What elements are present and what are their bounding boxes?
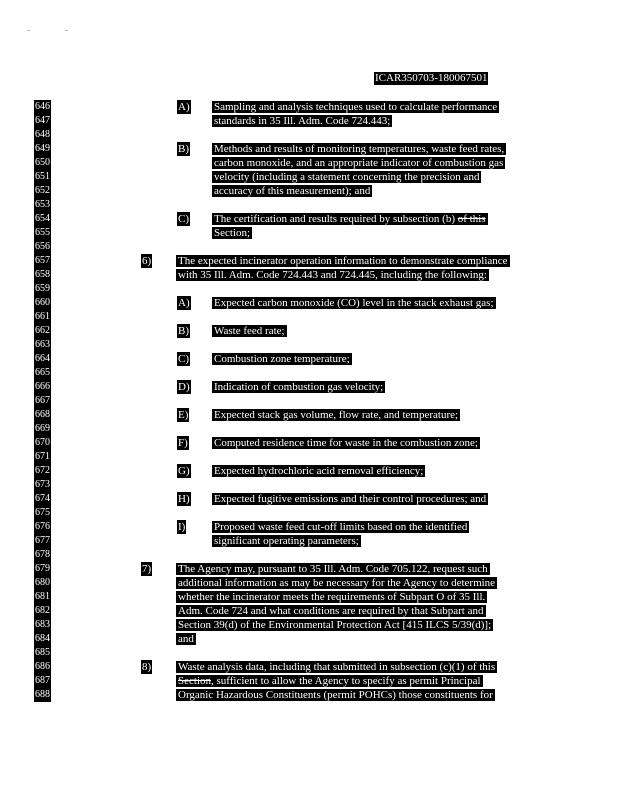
text-line: additional information as may be necessary for the Agency to determine	[178, 577, 496, 589]
item-text	[212, 380, 385, 394]
text-line: Expected carbon monoxide (CO) level in the stack exhaust gas;	[214, 297, 494, 309]
item-text	[212, 212, 488, 240]
text-line: Expected hydrochloric acid removal efficiency;	[214, 465, 424, 477]
line-number: 655	[35, 227, 50, 238]
item-text	[212, 324, 287, 338]
line-number: 678	[35, 549, 50, 560]
text-line: accuracy of this measurement); and	[214, 185, 371, 197]
line-number: 659	[35, 283, 50, 294]
line-number: 684	[35, 633, 50, 644]
item-text	[176, 562, 497, 646]
item-label: B)	[178, 325, 189, 337]
line-number: 649	[35, 143, 50, 154]
item-text	[176, 254, 510, 282]
line-number: 650	[35, 157, 50, 168]
text-line: standards in 35 Ill. Adm. Code 724.443;	[214, 115, 391, 127]
text-line: Methods and results of monitoring temperatures, waste feed rates,	[214, 143, 505, 155]
item-text	[212, 436, 480, 450]
line-number: 677	[35, 535, 50, 546]
line-number: 680	[35, 577, 50, 588]
line-number: 647	[35, 115, 50, 126]
line-number: 669	[35, 423, 50, 434]
item-label: F)	[178, 437, 188, 449]
line-number: 670	[35, 437, 50, 448]
text-line: Waste analysis data, including that submitted in subsection (c)(1) of this	[178, 661, 496, 673]
line-number: 658	[35, 269, 50, 280]
item-label: B)	[178, 143, 189, 155]
struck-text: Section	[178, 675, 211, 687]
text-line: Waste feed rate;	[214, 325, 285, 337]
text-line: The Agency may, pursuant to 35 Ill. Adm. Code 705.122, request such	[178, 563, 488, 575]
line-number: 679	[35, 563, 50, 574]
item-label: A)	[178, 297, 190, 309]
text-line: Combustion zone temperature;	[214, 353, 350, 365]
line-number: 687	[35, 675, 50, 686]
text-line: Organic Hazardous Constituents (permit POHCs) those constituents for	[178, 689, 493, 701]
line-number: 683	[35, 619, 50, 630]
line-number: 656	[35, 241, 50, 252]
line-number: 664	[35, 353, 50, 364]
item-label: C)	[178, 353, 189, 365]
item-text	[212, 352, 352, 366]
line-number: 682	[35, 605, 50, 616]
line-number: 686	[35, 661, 50, 672]
line-number: 648	[35, 129, 50, 140]
item-text	[176, 660, 497, 702]
line-number: 657	[35, 255, 50, 266]
struck-text: of this	[457, 213, 486, 225]
text-line: whether the incinerator meets the requirements of Subpart O of 35 Ill.	[178, 591, 486, 603]
line-number: 666	[35, 381, 50, 392]
line-number: 681	[35, 591, 50, 602]
line-number: 673	[35, 479, 50, 490]
scan-speck	[65, 30, 68, 31]
line-number: 665	[35, 367, 50, 378]
text-line: Indication of combustion gas velocity;	[214, 381, 384, 393]
text-line: with 35 Ill. Adm. Code 724.443 and 724.445, including the following:	[178, 269, 487, 281]
line-number: 651	[35, 171, 50, 182]
item-label: E)	[178, 409, 189, 421]
item-label: A)	[178, 101, 190, 113]
text-line	[212, 213, 488, 225]
scan-speck	[27, 30, 30, 31]
line-number: 663	[35, 339, 50, 350]
text-line: and	[178, 633, 194, 645]
line-number: 661	[35, 311, 50, 322]
line-number: 660	[35, 297, 50, 308]
text-line: carbon monoxide, and an appropriate indicator of combustion gas	[214, 157, 504, 169]
text-line: significant operating parameters;	[214, 535, 359, 547]
item-label: D)	[178, 381, 190, 393]
line-number: 652	[35, 185, 50, 196]
item-label: G)	[178, 465, 190, 477]
line-number: 672	[35, 465, 50, 476]
item-label: 7)	[142, 563, 152, 575]
text-line: Adm. Code 724 and what conditions are required by that Subpart and	[178, 605, 484, 617]
item-text	[212, 408, 460, 422]
item-text	[212, 142, 506, 198]
line-number: 671	[35, 451, 50, 462]
text-segment: The certification and results required by subsection (b)	[214, 213, 456, 225]
item-label: 6)	[142, 255, 152, 267]
item-label: I)	[178, 521, 186, 533]
line-number: 662	[35, 325, 50, 336]
item-text	[212, 492, 488, 506]
line-number: 685	[35, 647, 50, 658]
line-number: 653	[35, 199, 50, 210]
line-number: 668	[35, 409, 50, 420]
text-line: Section 39(d) of the Environmental Protection Act [415 ILCS 5/39(d)];	[178, 619, 492, 631]
text-line: Sampling and analysis techniques used to calculate performance	[214, 101, 498, 113]
line-number: 688	[35, 689, 50, 700]
text-segment: , sufficient to allow the Agency to specify as permit Principal	[211, 675, 481, 687]
item-label: C)	[178, 213, 189, 225]
item-text	[212, 464, 425, 478]
text-line: Proposed waste feed cut-off limits based on the identified	[214, 521, 468, 533]
document-id-header: ICAR350703-180067501	[375, 72, 488, 84]
text-line: The expected incinerator operation information to demonstrate compliance	[178, 255, 508, 267]
item-text	[212, 296, 496, 310]
line-number: 646	[35, 101, 50, 112]
text-line: Expected fugitive emissions and their control procedures; and	[214, 493, 487, 505]
item-text	[212, 100, 499, 128]
text-line: Expected stack gas volume, flow rate, and temperature;	[214, 409, 459, 421]
text-line: Computed residence time for waste in the combustion zone;	[214, 437, 478, 449]
line-number: 676	[35, 521, 50, 532]
line-number: 654	[35, 213, 50, 224]
line-number: 675	[35, 507, 50, 518]
text-line	[176, 675, 483, 687]
line-number: 667	[35, 395, 50, 406]
item-label: H)	[178, 493, 190, 505]
line-number: 674	[35, 493, 50, 504]
text-line: Section;	[214, 227, 251, 239]
text-line: velocity (including a statement concerning the precision and	[214, 171, 480, 183]
item-text	[212, 520, 469, 548]
item-label: 8)	[142, 661, 152, 673]
